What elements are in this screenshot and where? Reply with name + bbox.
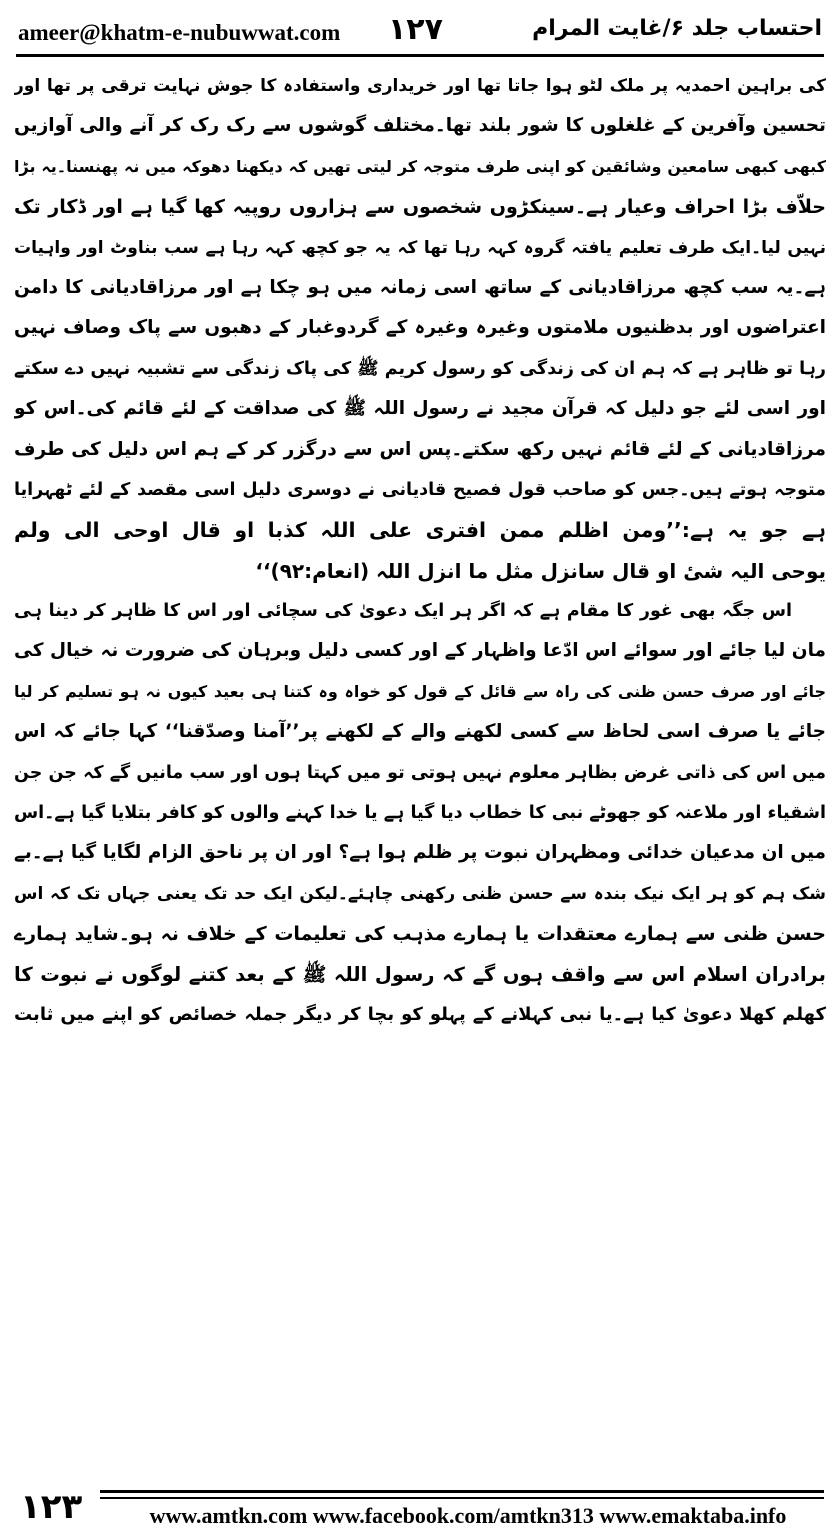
text-line: برادران اسلام اس سے واقف ہوں گے کہ رسول اللہ ﷺ کے بعد کتنے لوگوں نے نبوت کا [14, 962, 826, 986]
text-line: جائے اور صرف حسن ظنی کی راہ سے قائل کے قول کو خواہ وہ کتنا ہی بعید کیوں نہ ہو تسلیم کر لیا [14, 681, 826, 701]
text-line: اور اسی لئے جو دلیل کہ قرآن مجید نے رسول اللہ ﷺ کی صداقت کے لئے قائم کی۔اس کو [14, 398, 826, 420]
header-rule [16, 54, 824, 57]
text-line: اس جگہ بھی غور کا مقام ہے کہ اگر ہر ایک دعویٰ کی سچائی اور اس کا ظاہر کر دینا ہی [14, 601, 792, 622]
footer-page-number: ۱۲۳ [20, 1487, 83, 1527]
text-line: حسن ظنی سے ہمارے معتقدات یا ہمارے مذہب کی تعلیمات کے خلاف نہ ہو۔شاید ہمارے [14, 923, 826, 946]
header-email: ameer@khatm-e-nubuwwat.com [18, 20, 341, 45]
text-line: میں ان مدعیان خدائی ومظہران نبوت پر ظلم ہوا ہے؟ اور ان پر ناحق الزام لگایا گیا ہے۔بے [14, 842, 826, 864]
text-line: جائے یا صرف اسی لحاظ سے کسی لکھنے والے کے لکھنے پر’’آمنا وصدّقنا‘‘ کہا جائے کہ اس [14, 721, 826, 743]
footer-rule [100, 1490, 824, 1493]
header-page-number: ۱۲۷ [388, 12, 443, 47]
text-line: کی براہین احمدیہ پر ملک لٹو ہوا جاتا تھا اور خریداری واستفادہ کا جوش نہایت ترقی پر تھا اور [14, 76, 826, 96]
footer-rule-thin [100, 1497, 824, 1499]
page-header [10, 6, 830, 50]
text-line: مرزاقادیانی کے لئے قائم نہیں رکھ سکتے۔پس اس سے درگزر کر کے ہم اس دلیل کی طرف [14, 438, 826, 460]
text-line: اعتراضوں اور بدظنیوں ملامتوں وغیرہ وغیرہ کے گردوغبار کے دھبوں سے پاک وصاف نہیں [14, 317, 826, 339]
text-line: مان لیا جائے اور سوائے اس ادّعا واظہار کے اور کسی دلیل وبرہان کی ضرورت نہ خیال کی [14, 640, 826, 662]
text-line: میں اس کی ذاتی غرض بظاہر معلوم نہیں ہوتی تو میں کہتا ہوں اور سب مانیں گے کہ جن جن [14, 762, 826, 783]
text-line: شک ہم کو ہر ایک نیک بندہ سے حسن ظنی رکھنی چاہئے۔لیکن ایک حد تک یعنی جہاں تک کہ اس [14, 883, 826, 904]
header-book-title: احتساب جلد ۶/غایت المرام [532, 16, 822, 41]
footer-links: www.amtkn.com www.facebook.com/amtkn313 www.emaktaba.info [149, 1503, 787, 1528]
text-line: رہا تو ظاہر ہے کہ ہم ان کی زندگی کو رسول کریم ﷺ کی پاک زندگی سے تشبیہ نہیں دے سکتے [14, 358, 826, 379]
text-line: حلاّف بڑا احراف وعیار ہے۔سینکڑوں شخصوں سے ہزاروں روپیہ کھا گیا ہے اور ڈکار تک [14, 196, 826, 219]
text-line: تحسین وآفرین کے غلغلوں کا شور بلند تھا۔مختلف گوشوں سے رک رک کر آنے والی آوازیں [14, 115, 826, 137]
text-line: کبھی کبھی سامعین وشائقین کو اپنی طرف متوجہ کر لیتی تھیں کہ دیکھنا دھوکہ میں نہ پھنسنا۔یہ بڑا [14, 156, 826, 176]
text-line: متوجہ ہوتے ہیں۔جس کو صاحب قول فصیح قادیانی نے دوسری دلیل اسی مقصد کے لئے ٹھہرایا [14, 479, 826, 500]
text-line: ہے جو یہ ہے:’’ومن اظلم ممن افتری علی اللہ کذبا او قال اوحی الی ولم [14, 518, 826, 543]
text-line: کھلم کھلا دعویٰ کیا ہے۔یا نبی کہلانے کے پہلو کو بچا کر دیگر جملہ خصائص کو اپنے میں ثابت [14, 1003, 826, 1025]
text-line: ہے۔یہ سب کچھ مرزاقادیانی کے ساتھ اسی زمانہ میں ہو چکا ہے اور مرزاقادیانی کا دامن [14, 276, 826, 298]
text-line: اشقیاء اور ملاعنہ کو جھوٹے نبی کا خطاب دیا گیا ہے یا خدا کہنے والوں کو کافر بتلایا گیا ہے۔اس [14, 803, 826, 824]
quran-quote-line: یوحی الیہ شیٔ او قال سانزل مثل ما انزل اللہ (انعام:۹۲)‘‘ [255, 558, 826, 583]
text-line: نہیں لیا۔ایک طرف تعلیم یافتہ گروہ کہہ رہا تھا کہ یہ جو کچھ کہہ رہا ہے سب بناوٹ اور واہیات [14, 237, 826, 258]
body-text [14, 66, 826, 1480]
